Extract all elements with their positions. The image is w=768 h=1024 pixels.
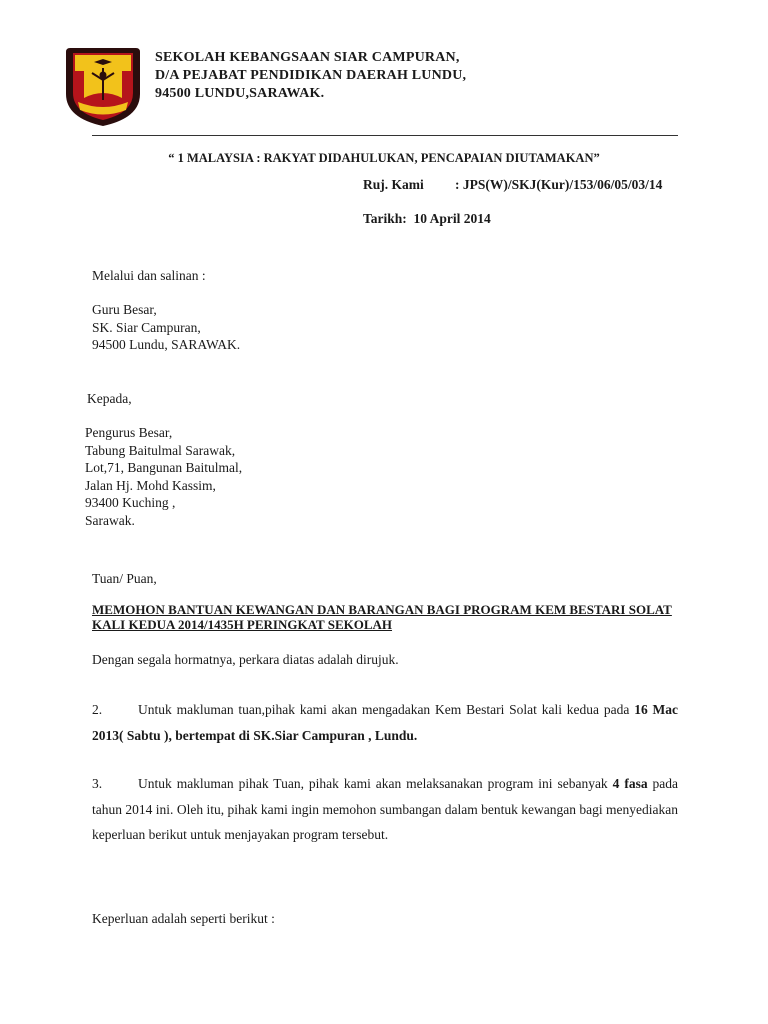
- paragraph-2-text: Untuk makluman tuan,pihak kami akan mengadakan Kem Bestari Solat kali kedua pada: [138, 702, 630, 717]
- address-line: SK. Siar Campuran,: [92, 319, 201, 335]
- date-line: [363, 211, 491, 227]
- header-divider: [92, 135, 678, 136]
- school-address-line2: 94500 LUNDU,SARAWAK.: [155, 86, 325, 101]
- address-line: Pengurus Besar,: [85, 425, 173, 440]
- phase-count: 4 fasa: [612, 776, 648, 791]
- via-address-block: [92, 301, 240, 354]
- paragraph-3-text-a: Untuk makluman pihak Tuan, pihak kami akan melaksanakan program ini sebanyak: [138, 776, 608, 791]
- address-line: 94500 Lundu, SARAWAK.: [92, 337, 241, 352]
- letter-subject: MEMOHON BANTUAN KEWANGAN DAN BARANGAN BAGI PROGRAM KEM BESTARI SOLAT KALI KEDUA 2014/1435H PERINGKAT SEKOLAH: [92, 602, 672, 632]
- motto: “ 1 MALAYSIA : RAKYAT DIDAHULUKAN, PENCAPAIAN DIUTAMAKAN”: [168, 151, 600, 165]
- reference-label: Ruj. Kami: [363, 177, 424, 192]
- recipient-address-block: [85, 424, 242, 529]
- date-value: 10 April 2014: [413, 211, 491, 226]
- recipient-heading: Kepada,: [87, 391, 132, 406]
- requirements-heading: Keperluan adalah seperti berikut :: [92, 911, 275, 926]
- paragraph-3: [92, 771, 678, 848]
- address-line: 93400 Kuching ,: [85, 495, 176, 510]
- school-crest-logo: [62, 42, 144, 128]
- address-line: Lot,71, Bangunan Baitulmal,: [85, 460, 243, 475]
- address-line: Guru Besar,: [92, 302, 157, 317]
- reference-line: [363, 177, 662, 193]
- event-date-venue: 16 Mac 2013( Sabtu ), bertempat di SK.Siar Campuran , Lundu.: [92, 702, 678, 743]
- intro-paragraph: Dengan segala hormatnya, perkara diatas adalah dirujuk.: [92, 652, 399, 667]
- date-label: Tarikh:: [363, 211, 407, 226]
- paragraph-3-text-b: pada tahun 2014 ini. Oleh itu, pihak kami ingin memohon sumbangan dalam bentuk kewangan bagi menyediakan keperluan berikut untuk menjayakan program tersebut.: [92, 776, 679, 842]
- address-line: Sarawak.: [85, 512, 135, 528]
- school-address-line1: D/A PEJABAT PENDIDIKAN DAERAH LUNDU,: [155, 68, 467, 83]
- address-line: Tabung Baitulmal Sarawak,: [85, 442, 236, 458]
- paragraph-number: 3.: [92, 776, 103, 791]
- paragraph-2: [92, 697, 678, 748]
- paragraph-number: 2.: [92, 702, 103, 717]
- salutation: Tuan/ Puan,: [92, 571, 157, 586]
- reference-value: : JPS(W)/SKJ(Kur)/153/06/05/03/14: [455, 177, 663, 192]
- address-line: Jalan Hj. Mohd Kassim,: [85, 477, 216, 493]
- via-heading: Melalui dan salinan :: [92, 268, 206, 283]
- school-name: SEKOLAH KEBANGSAAN SIAR CAMPURAN,: [155, 50, 460, 65]
